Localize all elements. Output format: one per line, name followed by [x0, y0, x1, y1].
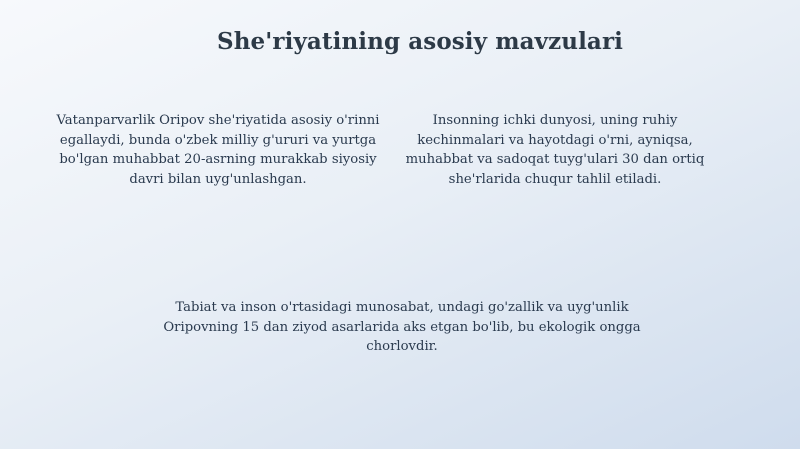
slide-title: She'riyatining asosiy mavzulari [217, 28, 623, 55]
text-block-nature: Tabiat va inson o'rtasidagi munosabat, undagi go'zallik va uyg'unlik Oripovning 15 dan ziyod asarlarida aks etgan bo'lib, bu ekologik ongga chorlovdir. [163, 300, 641, 354]
text-block-patriotism: Vatanparvarlik Oripov she'riyatida asosiy o'rinni egallaydi, bunda o'zbek milliy g'ururi va yurtga bo'lgan muhabbat 20-asrning murakkab siyosiy davri bilan uyg'unlashgan. [56, 113, 380, 187]
text-block-inner-world: Insonning ichki dunyosi, uning ruhiy kechinmalari va hayotdagi o'rni, ayniqsa, muhabbat va sadoqat tuyg'ulari 30 dan ortiq she'rlarida chuqur tahlil etiladi. [405, 113, 705, 187]
